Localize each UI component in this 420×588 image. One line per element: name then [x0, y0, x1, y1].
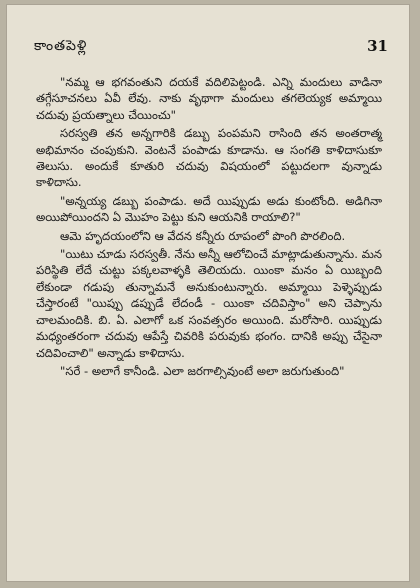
page-body [36, 74, 382, 381]
paragraph: "నమ్మ ఆ భగవంతుని దయకే వదిలిపెట్టండి. ఎన్ని మందులు వాడినా తగ్గేసూచనలు ఏవీ లేవు. నాకు వృథాగా మందులు తగలెయ్యక అమ్మాయి చదువు ప్రయత్నాలు చేయించు" [36, 75, 382, 122]
paragraph: "అన్నయ్య డబ్బు పంపాడు. అదే యిప్పుడు అడు కుంటోంది. అడిగినా అయిపోయిందని ఏ మొహం పెట్టు కుని ఆయనికి రాయాలి?" [36, 193, 382, 225]
running-title: కాంతపెళ్లి [34, 38, 88, 54]
paragraph: సరస్వతి తన అన్నగారికి డబ్బు పంపమని రాసింది తన అంతరాత్మ అభిమానం చంపుకుని. వెంటనే పంపాడు కూడాను. ఆ సంగతి కాళిదాసుకూ తెలుసు. అందుకే కూతురి చదువు విషయంలో పట్టుదలగా వున్నాడు కాళిదాసు. [36, 126, 382, 190]
paragraph: "సరే - అలాగే కానీండి. ఎలా జరగాల్సివుంటే అలా జరుగుతుంది" [60, 363, 345, 378]
paragraph: ఆమె హృదయంలోని ఆ వేదన కన్నీరు రూపంలో పొంగి పొరలింది. [60, 228, 346, 243]
paragraph: "యిటు చూడు సరస్వతీ. నేను అన్నీ ఆలోచించే మాట్లాడుతున్నాను. మన పరిస్థితి లేదే చుట్టు పక్కలవాళ్ళకి తెలియదు. యింకా మనం ఏ యిబ్బంది లేకుండా గడుపు తున్నామనే అనుకుంటున్నారు. అమ్మాయి పెళ్ళెప్పుడు చేస్తారంటే "యిప్పు డప్పుడే లేదండీ - యింకా చదివిస్తాం" అని చెప్పాను చాలమందికి. బి. ఏ. ఎలాగో ఒక సంవత్సరం అయింది. మరోసారి. యిప్పుడు మధ్యంతరంగా చదువు ఆపేస్తే చివరికి పరువుకు భంగం. దానికి అప్పు చేసైనా చదివించాలి" అన్నాడు కాళిదాసు. [36, 247, 382, 360]
page-header [34, 38, 388, 60]
book-page [6, 4, 410, 582]
page-number: 31 [367, 37, 388, 55]
